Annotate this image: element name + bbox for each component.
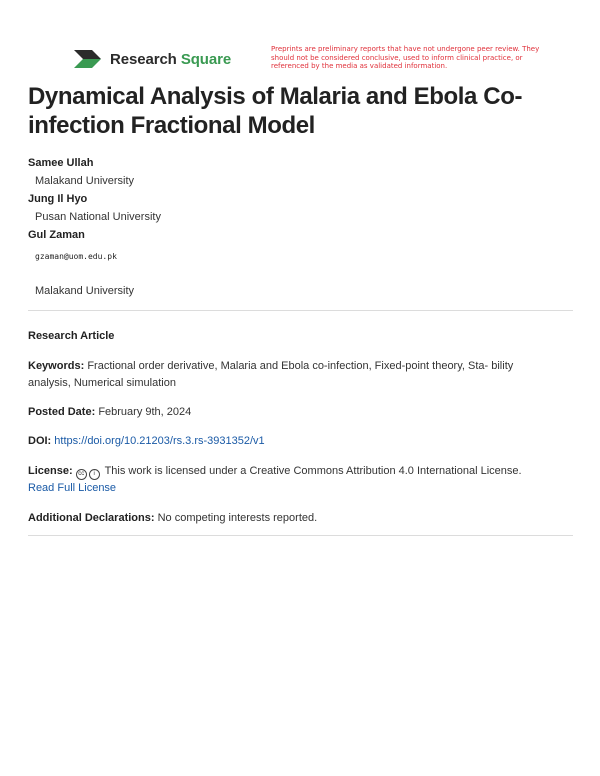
doi-link[interactable]: https://doi.org/10.21203/rs.3.rs-3931352/v1 xyxy=(54,435,265,447)
posted-date-value: February 9th, 2024 xyxy=(98,406,192,418)
logo-text xyxy=(110,51,231,68)
paper-title: Dynamical Analysis of Malaria and Ebola Co-infection Fractional Model xyxy=(28,83,523,139)
posted-date-label: Posted Date: xyxy=(28,406,96,418)
by-icon: i xyxy=(89,469,100,480)
logo-word-research: Research xyxy=(110,50,177,68)
doi-row xyxy=(28,433,558,450)
declarations-label: Additional Declarations: xyxy=(28,512,155,524)
posted-date-row xyxy=(28,404,558,421)
divider xyxy=(28,535,573,536)
research-square-logo-icon xyxy=(74,48,102,70)
author-affiliation: Malakand University xyxy=(35,285,135,297)
divider xyxy=(28,310,573,311)
keywords-label: Keywords: xyxy=(28,360,85,372)
author-name[interactable]: Gul Zaman xyxy=(28,229,85,241)
author-name[interactable]: Samee Ullah xyxy=(28,157,94,169)
author-list xyxy=(28,154,161,300)
read-full-license-link[interactable]: Read Full License xyxy=(28,482,117,494)
author-affiliation: Malakand University xyxy=(35,175,135,187)
article-type-label: Research Article xyxy=(28,330,115,342)
cc-icon: cc xyxy=(76,469,87,480)
author-email[interactable]: gzaman@uom.edu.pk xyxy=(35,252,117,261)
declarations-row xyxy=(28,510,558,527)
research-square-logo[interactable] xyxy=(74,48,231,70)
license-text: This work is licensed under a Creative Commons Attribution 4.0 International License. xyxy=(104,465,522,477)
keywords-value: Fractional order derivative, Malaria and Ebola co-infection, Fixed-point theory, Sta- bility analysis, Numerical simulation xyxy=(28,360,514,389)
declarations-value: No competing interests reported. xyxy=(157,512,318,524)
keywords-row xyxy=(28,358,558,392)
preprint-disclaimer: Preprints are preliminary reports that have not undergone peer review. They should not be considered conclusive, used to inform clinical practice, or referenced by the media as validated information. xyxy=(271,45,540,70)
license-label: License: xyxy=(28,465,73,477)
author-affiliation: Pusan National University xyxy=(35,211,161,223)
author-name[interactable]: Jung Il Hyo xyxy=(28,193,88,205)
logo-word-square: Square xyxy=(180,50,232,68)
license-row xyxy=(28,463,558,497)
doi-label: DOI: xyxy=(28,435,52,447)
article-type xyxy=(28,328,558,345)
